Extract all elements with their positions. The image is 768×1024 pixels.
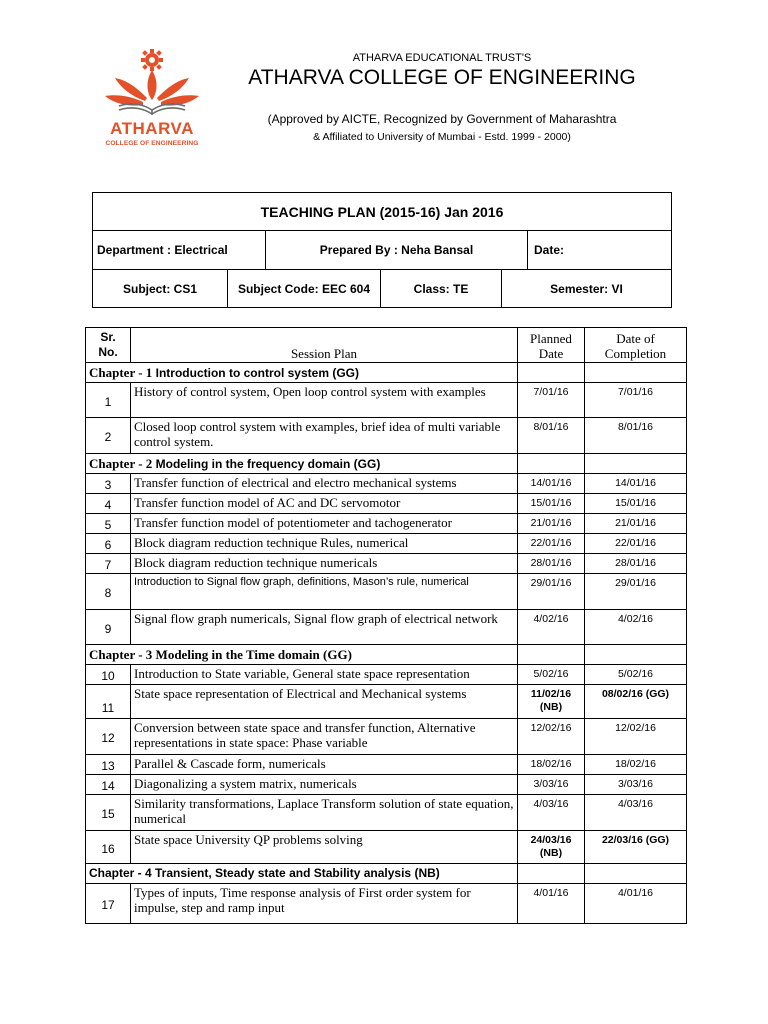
- completion-date: 5/02/16: [585, 665, 687, 685]
- college-logo: [97, 46, 207, 156]
- completion-date: 22/03/16 (GG): [585, 831, 687, 864]
- sr-no: 3: [86, 474, 131, 494]
- planned-date: 5/02/16: [518, 665, 585, 685]
- prepared-by-field: Prepared By : Neha Bansal: [319, 243, 474, 257]
- sr-no: 1: [86, 383, 131, 418]
- planned-date: 4/02/16: [518, 610, 585, 645]
- sr-no: 11: [86, 685, 131, 719]
- sr-no: 8: [86, 574, 131, 610]
- session-topic: Block diagram reduction technique numericals: [131, 554, 518, 574]
- completion-date: 18/02/16: [585, 755, 687, 775]
- completion-date: 3/03/16: [585, 775, 687, 795]
- college-name: ATHARVA COLLEGE OF ENGINEERING: [248, 66, 636, 89]
- planned-date: 22/01/16: [518, 534, 585, 554]
- session-topic: Transfer function of electrical and electro mechanical systems: [131, 474, 518, 494]
- completion-date: 08/02/16 (GG): [585, 685, 687, 719]
- planned-date: 18/02/16: [518, 755, 585, 775]
- planned-date: 4/01/16: [518, 884, 585, 924]
- planned-date-header: Planned Date: [518, 328, 585, 363]
- session-topic: Introduction to Signal flow graph, definitions, Mason’s rule, numerical: [131, 574, 518, 610]
- sr-no: 16: [86, 831, 131, 864]
- table-row: [86, 884, 687, 924]
- sr-no: 2: [86, 418, 131, 454]
- session-topic: Block diagram reduction technique Rules, numerical: [131, 534, 518, 554]
- completion-date: 15/01/16: [585, 494, 687, 514]
- session-topic: Closed loop control system with examples, brief idea of multi variable control system.: [131, 418, 518, 454]
- planned-date: 14/01/16: [518, 474, 585, 494]
- chapter-row: [86, 363, 687, 383]
- divider: [527, 230, 528, 270]
- sr-no: 13: [86, 755, 131, 775]
- planned-date: 11/02/16 (NB): [518, 685, 585, 719]
- planned-date: 29/01/16: [518, 574, 585, 610]
- chapter-row: [86, 454, 687, 474]
- session-topic: History of control system, Open loop control system with examples: [131, 383, 518, 418]
- completion-date: 14/01/16: [585, 474, 687, 494]
- planned-date: 8/01/16: [518, 418, 585, 454]
- session-topic: Similarity transformations, Laplace Transform solution of state equation, numerical: [131, 795, 518, 831]
- approval-note: (Approved by AICTE, Recognized by Government of Maharashtra: [267, 112, 617, 126]
- sr-no: 5: [86, 514, 131, 534]
- table-row: [86, 831, 687, 864]
- table-row: [86, 775, 687, 795]
- session-topic: Transfer function model of potentiometer and tachogenerator: [131, 514, 518, 534]
- class-field: Class: TE: [413, 282, 469, 296]
- completion-date: 4/03/16: [585, 795, 687, 831]
- sr-no-header: Sr. No.: [86, 328, 131, 363]
- semester-field: Semester: VI: [550, 282, 623, 296]
- table-header-row: [86, 328, 687, 363]
- table-row: [86, 474, 687, 494]
- session-topic: State space representation of Electrical and Mechanical systems: [131, 685, 518, 719]
- plan-title: TEACHING PLAN (2015-16) Jan 2016: [260, 203, 504, 220]
- sr-no: 17: [86, 884, 131, 924]
- session-topic: Transfer function model of AC and DC servomotor: [131, 494, 518, 514]
- completion-date: 28/01/16: [585, 554, 687, 574]
- table-row: [86, 719, 687, 755]
- table-row: [86, 534, 687, 554]
- sr-no: 4: [86, 494, 131, 514]
- subject-code-field: Subject Code: EEC 604: [237, 282, 371, 296]
- sr-no: 9: [86, 610, 131, 645]
- completion-date: 4/02/16: [585, 610, 687, 645]
- department-field: Department : Electrical: [97, 243, 228, 257]
- session-topic: Types of inputs, Time response analysis of First order system for impulse, step and ramp input: [131, 884, 518, 924]
- completion-date: 29/01/16: [585, 574, 687, 610]
- table-row: [86, 574, 687, 610]
- completion-date: 4/01/16: [585, 884, 687, 924]
- completion-date-header: Date of Completion: [585, 328, 687, 363]
- chapter-heading: Chapter - 4 Transient, Steady state and Stability analysis (NB): [86, 864, 518, 884]
- session-topic: Parallel & Cascade form, numericals: [131, 755, 518, 775]
- table-row: [86, 494, 687, 514]
- session-topic: Conversion between state space and transfer function, Alternative representations in state space: Phase variable: [131, 719, 518, 755]
- table-row: [86, 514, 687, 534]
- session-topic: State space University QP problems solving: [131, 831, 518, 864]
- table-row: [86, 610, 687, 645]
- planned-date: 21/01/16: [518, 514, 585, 534]
- table-row: [86, 554, 687, 574]
- teaching-plan-box: [92, 192, 672, 308]
- subject-field: Subject: CS1: [122, 282, 197, 296]
- session-topic: Introduction to State variable, General state space representation: [131, 665, 518, 685]
- table-row: [86, 383, 687, 418]
- session-plan-header: Session Plan: [131, 328, 518, 363]
- chapter-heading: Chapter - 2 Modeling in the frequency domain (GG): [86, 454, 518, 474]
- table-row: [86, 795, 687, 831]
- planned-date: 3/03/16: [518, 775, 585, 795]
- sr-no: 6: [86, 534, 131, 554]
- sr-no: 14: [86, 775, 131, 795]
- date-field: Date:: [534, 243, 565, 257]
- table-row: [86, 685, 687, 719]
- table-row: [86, 418, 687, 454]
- sr-no: 7: [86, 554, 131, 574]
- session-topic: Signal flow graph numericals, Signal flow graph of electrical network: [131, 610, 518, 645]
- chapter-row: [86, 645, 687, 665]
- logo-subtext: COLLEGE OF ENGINEERING: [105, 140, 199, 147]
- sr-no: 10: [86, 665, 131, 685]
- trust-name: ATHARVA EDUCATIONAL TRUST'S: [352, 52, 532, 64]
- session-plan-table: [85, 327, 687, 924]
- completion-date: 22/01/16: [585, 534, 687, 554]
- session-topic: Diagonalizing a system matrix, numericals: [131, 775, 518, 795]
- completion-date: 8/01/16: [585, 418, 687, 454]
- table-row: [86, 665, 687, 685]
- completion-date: 21/01/16: [585, 514, 687, 534]
- logo-wordmark: ATHARVA: [110, 119, 194, 138]
- completion-date: 7/01/16: [585, 383, 687, 418]
- chapter-heading: Chapter - 3 Modeling in the Time domain (GG): [86, 645, 518, 665]
- planned-date: 7/01/16: [518, 383, 585, 418]
- completion-date: 12/02/16: [585, 719, 687, 755]
- planned-date: 4/03/16: [518, 795, 585, 831]
- planned-date: 24/03/16 (NB): [518, 831, 585, 864]
- planned-date: 28/01/16: [518, 554, 585, 574]
- planned-date: 12/02/16: [518, 719, 585, 755]
- chapter-row: [86, 864, 687, 884]
- chapter-heading: Chapter - 1 Introduction to control system (GG): [86, 363, 518, 383]
- affiliation-note: & Affiliated to University of Mumbai - Estd. 1999 - 2000): [313, 131, 571, 143]
- sr-no: 12: [86, 719, 131, 755]
- planned-date: 15/01/16: [518, 494, 585, 514]
- table-row: [86, 755, 687, 775]
- sr-no: 15: [86, 795, 131, 831]
